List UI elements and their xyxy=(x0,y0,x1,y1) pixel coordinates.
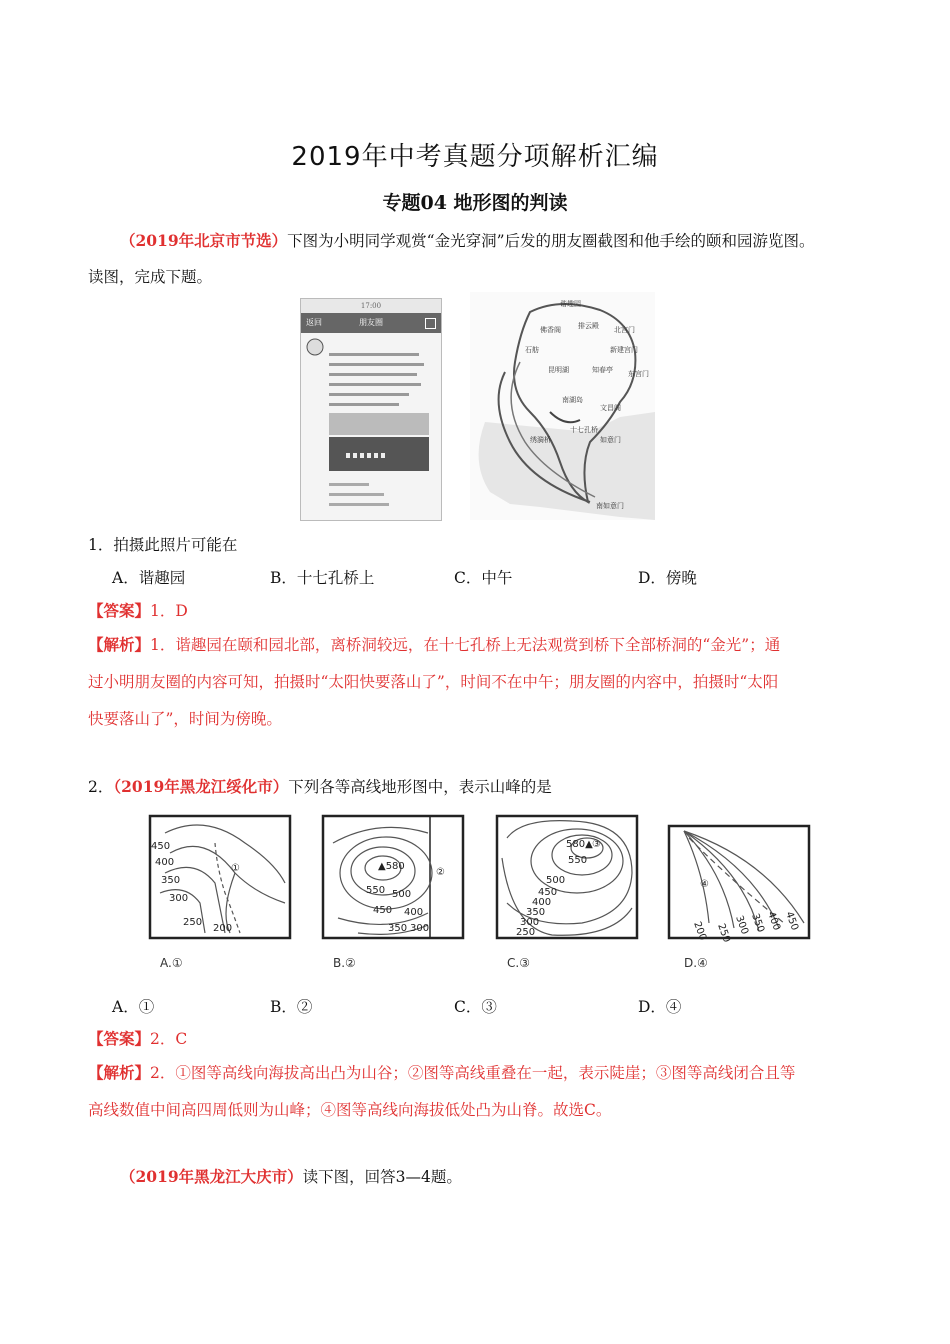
q1-analysis-line-1 xyxy=(88,634,780,656)
map-b-marker: ② xyxy=(436,867,445,878)
map-b-label-400: 400 xyxy=(404,907,424,918)
map-a-label-300: 300 xyxy=(169,893,189,904)
post-text-lines xyxy=(329,353,424,406)
q2-number: 2． xyxy=(88,778,114,796)
page-subtitle: 专题04 地形图的判读 xyxy=(382,192,568,214)
q2-stem xyxy=(88,776,552,798)
map-a-label-200: 200 xyxy=(213,923,233,934)
map-label-4: 昆明湖 xyxy=(548,366,569,374)
contour-map-c xyxy=(492,813,642,973)
map-d-label-250: 250 xyxy=(715,922,733,944)
q2-answer-tag: 【答案】 xyxy=(88,1029,151,1048)
map-d-label-350: 350 xyxy=(749,912,767,934)
map-label-12: 如意门 xyxy=(600,436,621,444)
q2-answer xyxy=(88,1028,187,1050)
q3-intro xyxy=(120,1166,462,1188)
contour-map-d xyxy=(664,813,814,973)
map-d-label-300: 300 xyxy=(733,914,751,936)
phone-header xyxy=(301,313,441,333)
camera-icon xyxy=(425,318,436,329)
intro-text-2: 读图，完成下题。 xyxy=(88,268,213,286)
map-label-8: 文昌阁 xyxy=(600,404,621,412)
contour-map-b xyxy=(318,813,468,973)
map-c-label-550: 550 xyxy=(568,855,588,866)
map-c-label-580: 580▲ xyxy=(566,839,593,850)
map-label-5: 南湖岛 xyxy=(562,396,583,404)
map-d-label-450: 450 xyxy=(783,910,801,932)
map-c-label-300: 300 xyxy=(520,917,540,928)
map-b-label-500: 500 xyxy=(392,889,412,900)
q2-source: （2019年黑龙江绥化市） xyxy=(113,777,289,796)
map-b-label-450: 450 xyxy=(373,905,393,916)
map-d-caption: D.④ xyxy=(684,956,708,970)
post-footer-lines xyxy=(329,483,389,506)
map-label-9: 新建宫门 xyxy=(610,346,638,354)
map-a-label-250: 250 xyxy=(183,917,203,928)
q2-analysis-tag: 【解析】 xyxy=(88,1063,151,1082)
map-label-7: 知春亭 xyxy=(592,366,613,374)
q1-option-c: C．中午 xyxy=(454,569,513,587)
q2-analysis-line-1 xyxy=(88,1062,795,1084)
intro-text-1: 下图为小明同学观赏“金光穿洞”后发的朋友圈截图和他手绘的颐和园游览图。 xyxy=(287,232,815,250)
q2-analysis-line-2: 高线数值中间高四周低则为山峰；④图等高线向海拔低处凸为山脊。故选C。 xyxy=(88,1101,612,1119)
map-c-caption: C.③ xyxy=(507,956,530,970)
map-gate-label: 南如意门 xyxy=(596,502,624,510)
map-b-label-580: ▲580 xyxy=(378,861,405,872)
map-b-label-550: 550 xyxy=(366,885,386,896)
map-c-label-500: 500 xyxy=(546,875,566,886)
map-label-13: 绣漪桥 xyxy=(530,436,551,444)
map-a-label-350: 350 xyxy=(161,875,181,886)
q1-analysis-tag: 【解析】 xyxy=(88,635,151,654)
phone-back: 返回 xyxy=(306,318,322,327)
q1-analysis-line-2: 过小明朋友圈的内容可知，拍摄时“太阳快要落山了”，时间不在中午；朋友圈的内容中，拍摄时“太阳 xyxy=(88,673,779,691)
map-a-label-450: 450 xyxy=(151,841,171,852)
moments-post xyxy=(301,333,441,518)
map-label-0: 谐趣园 xyxy=(560,300,581,308)
q2-option-b: B．② xyxy=(270,998,313,1016)
summer-palace-map xyxy=(470,292,655,520)
phone-status-bar: 17:00 xyxy=(301,299,441,313)
map-label-3: 石舫 xyxy=(525,346,539,354)
q1-option-b: B．十七孔桥上 xyxy=(270,569,375,587)
q2-question: 下列各等高线地形图中，表示山峰的是 xyxy=(288,778,552,796)
q1-option-d: D．傍晚 xyxy=(638,569,697,587)
contour-map-a xyxy=(145,813,295,973)
post-photo-1 xyxy=(329,413,429,435)
map-c-label-350: 350 xyxy=(526,907,546,918)
q3-source: （2019年黑龙江大庆市） xyxy=(120,1167,303,1186)
q1-analysis-line-3: 快要落山了”，时间为傍晚。 xyxy=(88,710,282,728)
q3-text: 读下图，回答3—4题。 xyxy=(302,1168,462,1186)
map-d-marker: ④ xyxy=(700,879,709,890)
map-c-marker: ③ xyxy=(592,839,601,850)
intro-line-1 xyxy=(120,230,815,252)
map-label-11: 北宫门 xyxy=(614,326,635,334)
map-b-label-350: 350 xyxy=(388,923,408,934)
page-title: 2019年中考真题分项解析汇编 xyxy=(291,142,659,172)
map-c-label-400: 400 xyxy=(532,897,552,908)
q2-analysis-text-1: 2．①图等高线向海拔高出凸为山谷；②图等高线重叠在一起，表示陡崖；③图等高线闭合且等 xyxy=(150,1064,796,1082)
map-a-marker: ① xyxy=(231,863,240,874)
map-d-label-400: 400 xyxy=(765,910,783,932)
map-label-6: 十七孔桥 xyxy=(570,426,598,434)
map-d-label-200: 200 xyxy=(691,920,709,942)
q1-stem: 1．拍摄此照片可能在 xyxy=(88,536,238,554)
map-c-label-450: 450 xyxy=(538,887,558,898)
q1-answer-value: 1．D xyxy=(150,602,188,620)
q2-option-c: C．③ xyxy=(454,998,497,1016)
map-label-1: 佛香阁 xyxy=(540,326,561,334)
map-b-label-300: 300 xyxy=(410,923,430,934)
q2-option-a: A．① xyxy=(112,998,155,1016)
map-a-caption: A.① xyxy=(160,956,183,970)
map-a-label-400: 400 xyxy=(155,857,175,868)
q1-answer-tag: 【答案】 xyxy=(88,601,151,620)
q1-analysis-text-1: 1．谐趣园在颐和园北部，离桥洞较远，在十七孔桥上无法观赏到桥下全部桥洞的“金光”；通 xyxy=(150,636,781,654)
q2-option-d: D．④ xyxy=(638,998,682,1016)
wechat-moments-screenshot xyxy=(300,298,442,521)
map-c-label-250: 250 xyxy=(516,927,536,938)
map-label-10: 东宫门 xyxy=(628,370,649,378)
avatar xyxy=(307,339,323,355)
map-label-2: 排云殿 xyxy=(578,322,599,330)
q2-answer-value: 2．C xyxy=(150,1030,188,1048)
intro-source: （2019年北京市节选） xyxy=(120,231,288,250)
q1-answer xyxy=(88,600,188,622)
phone-title: 朋友圈 xyxy=(359,318,383,327)
q1-option-a: A．谐趣园 xyxy=(112,569,186,587)
post-photo-bridge xyxy=(329,437,429,471)
map-b-caption: B.② xyxy=(333,956,356,970)
